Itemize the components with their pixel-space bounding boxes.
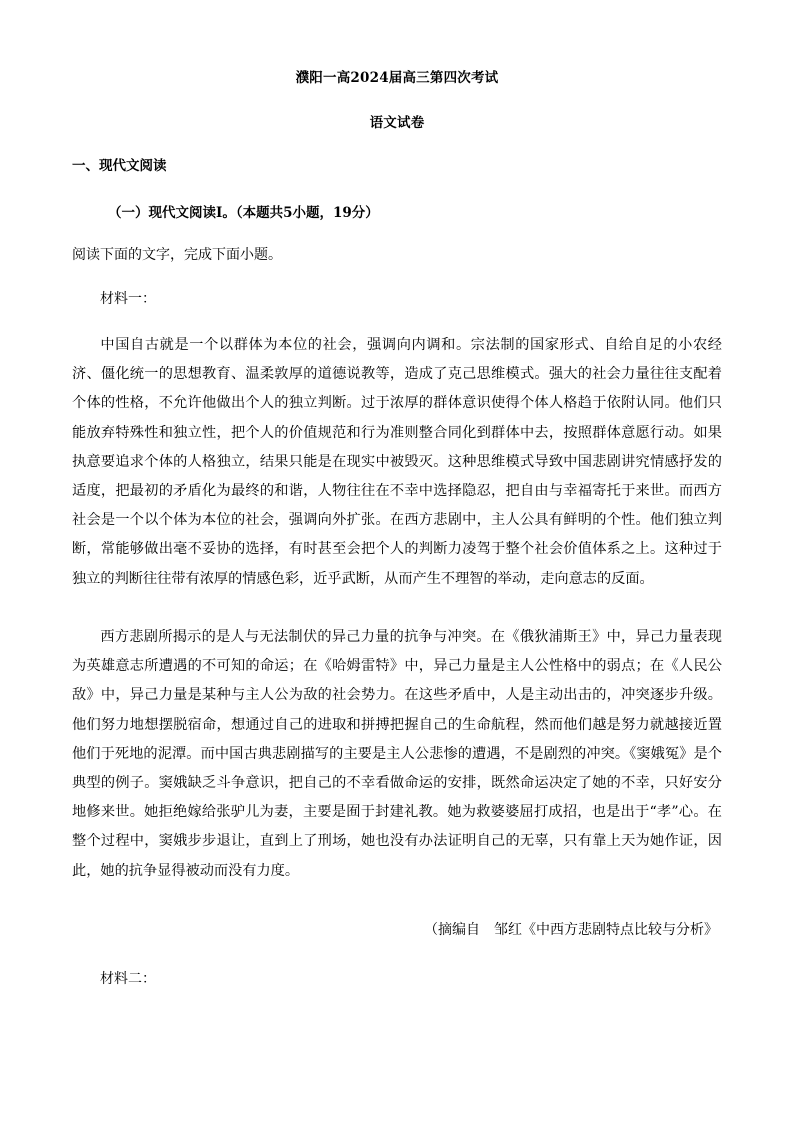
source-citation: （摘编自 邹红《中西方悲剧特点比较与分析》 (424, 922, 718, 938)
paper-title: 语文试卷 (369, 115, 425, 131)
material-one-paragraph-1: 中国自古就是一个以群体为本位的社会，强调向内调和。宗法制的国家形式、自给自足的小农经济、僵化统一的思想教育、温柔敦厚的道德说教等，造成了克己思维模式。强大的社会力量往往支配着个体的性格，不允许他做出个人的独立判断。过于浓厚的群体意识使得个体人格趋于依附认同。他们只能放弃特殊性和独立性，把个人的价值规范和行为准则整合同化到群体中去，按照群体意愿行动。如果执意要追求个体的人格独立，结果只能是在现实中被毁灭。这种思维模式导致中国悲剧讲究情感抒发的适度，把最初的矛盾化为最终的和谐，人物往往在不幸中选择隐忍，把自由与幸福寄托于来世。而西方社会是一个以个体为本位的社会，强调向外扩张。在西方悲剧中，主人公具有鲜明的个性。他们独立判断，常能够做出毫不妥协的选择，有时甚至会把个人的判断力凌驾于整个社会价值体系之上。这种过于独立的判断往往带有浓厚的情感色彩，近乎武断，从而产生不理智的举动，走向意志的反面。 (72, 337, 722, 587)
section-heading: 一、现代文阅读 (72, 158, 167, 174)
subsection-heading: （一）现代文阅读Ⅰ。（本题共5小题，19分） (108, 205, 379, 221)
material-one-label: 材料一： (100, 291, 156, 307)
material-one-paragraph-2: 西方悲剧所揭示的是人与无法制伏的异己力量的抗争与冲突。在《俄狄浦斯王》中，异己力量表现为英雄意志所遭遇的不可知的命运；在《哈姆雷特》中，异己力量是主人公性格中的弱点；在《人民公敌》中，异己力量是某种与主人公为敌的社会势力。在这些矛盾中，人是主动出击的，冲突逐步升级。他们努力地想摆脱宿命，想通过自己的进取和拼搏把握自己的生命航程，然而他们越是努力就越接近置他们于死地的泥潭。而中国古典悲剧描写的主要是主人公悲惨的遭遇，不是剧烈的冲突。《窦娥冤》是个典型的例子。窦娥缺乏斗争意识，把自己的不幸看做命运的安排，既然命运决定了她的不幸，只好安分地修来世。她拒绝嫁给张驴儿为妻，主要是囿于封建礼教。她为救婆婆屈打成招，也是出于“孝”心。在整个过程中，窦娥步步退让，直到上了刑场，她也没有办法证明自己的无辜，只有靠上天为她作证，因此，她的抗争显得被动而没有力度。 (72, 629, 722, 879)
exam-title: 濮阳一高2024届高三第四次考试 (295, 70, 499, 86)
reading-instruction: 阅读下面的文字，完成下面小题。 (72, 247, 282, 263)
material-two-label: 材料二： (100, 971, 156, 987)
